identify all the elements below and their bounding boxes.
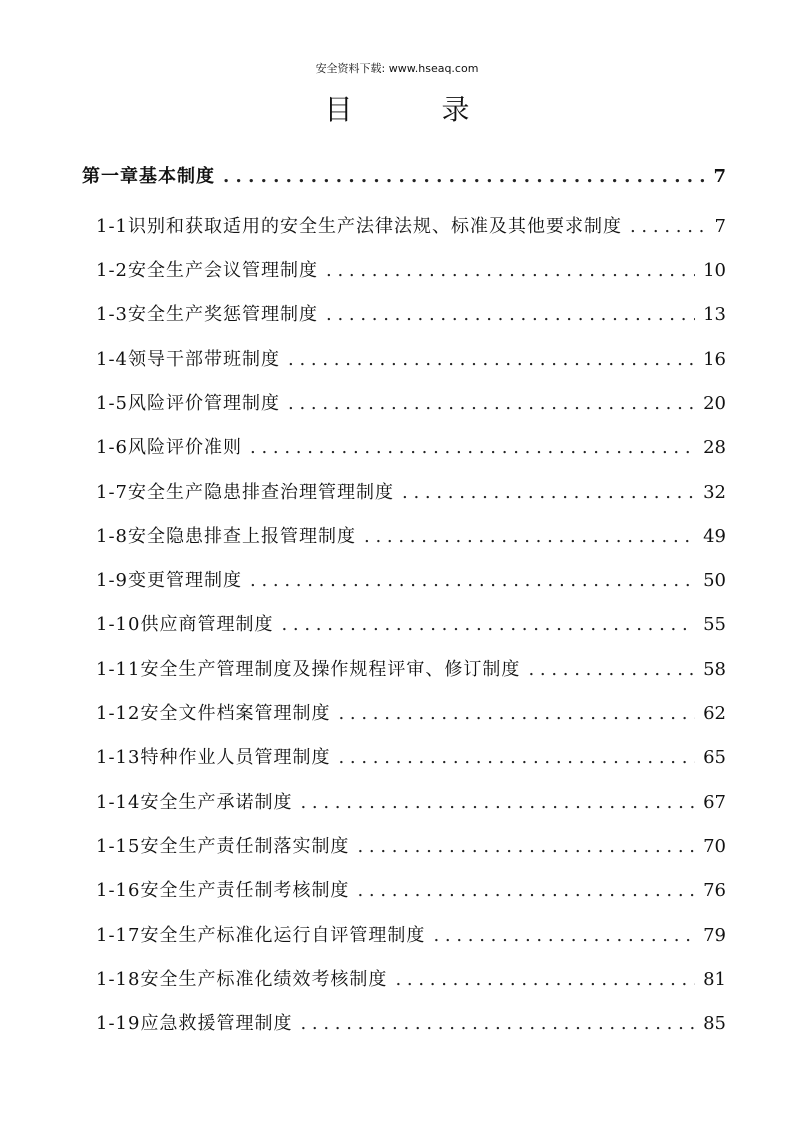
toc-item-label: 1-13特种作业人员管理制度: [96, 747, 331, 768]
page-header: 安全资料下载: www.hseaq.com: [315, 62, 479, 75]
toc-item-row[interactable]: [96, 610, 726, 636]
toc-item-label: 1-4领导干部带班制度: [96, 349, 280, 370]
toc-item-page: 55: [703, 614, 726, 635]
toc-item-label: 1-9变更管理制度: [96, 570, 242, 591]
toc-item-label: 1-17安全生产标准化运行自评管理制度: [96, 925, 426, 946]
toc-leader-dots: [300, 792, 695, 813]
toc-item-row[interactable]: [96, 655, 726, 681]
toc-item-row[interactable]: [96, 921, 726, 947]
toc-item-page: 67: [703, 792, 726, 813]
toc-item-page: 76: [703, 880, 726, 901]
toc-item-row[interactable]: [96, 832, 726, 858]
toc-item-page: 16: [703, 349, 726, 370]
toc-item-page: 81: [703, 969, 726, 990]
toc-item-label: 1-10供应商管理制度: [96, 614, 274, 635]
toc-item-row[interactable]: [96, 965, 726, 991]
toc-item-row[interactable]: [96, 433, 726, 459]
toc-item-page: 32: [703, 482, 726, 503]
toc-item-page: 85: [703, 1013, 726, 1034]
toc-item-row[interactable]: [96, 1009, 726, 1035]
toc-item-row[interactable]: [96, 876, 726, 902]
toc-leader-dots: [326, 260, 695, 281]
page-title: 目 录: [324, 93, 510, 126]
toc-leader-dots: [281, 614, 695, 635]
toc-chapter-label: 第一章基本制度: [82, 166, 215, 187]
toc-item-label: 1-1识别和获取适用的安全生产法律法规、标准及其他要求制度: [96, 216, 622, 237]
toc-leader-dots: [528, 659, 695, 680]
toc-item-page: 20: [703, 393, 726, 414]
toc-item-label: 1-5风险评价管理制度: [96, 393, 280, 414]
toc-leader-dots: [250, 570, 695, 591]
toc-chapter-page: 7: [713, 166, 726, 187]
toc-item-row[interactable]: [96, 256, 726, 282]
toc-item-row[interactable]: [96, 389, 726, 415]
toc-item-page: 50: [703, 570, 726, 591]
toc-item-label: 1-6风险评价准则: [96, 437, 242, 458]
toc-leader-dots: [288, 349, 695, 370]
toc-leader-dots: [402, 482, 695, 503]
toc-leader-dots: [357, 836, 695, 857]
toc-item-label: 1-2安全生产会议管理制度: [96, 260, 318, 281]
toc-item-page: 13: [703, 304, 726, 325]
toc-item-row[interactable]: [96, 522, 726, 548]
toc-item-label: 1-11安全生产管理制度及操作规程评审、修订制度: [96, 659, 521, 680]
toc-item-label: 1-12安全文件档案管理制度: [96, 703, 331, 724]
toc-item-row[interactable]: [96, 699, 726, 725]
toc-item-label: 1-19应急救援管理制度: [96, 1013, 293, 1034]
toc-leader-dots: [300, 1013, 695, 1034]
toc-leader-dots: [338, 747, 695, 768]
toc-item-page: 70: [703, 836, 726, 857]
toc-chapter-row[interactable]: [82, 162, 726, 188]
toc-item-row[interactable]: [96, 478, 726, 504]
toc-item-row[interactable]: [96, 345, 726, 371]
toc-item-label: 1-7安全生产隐患排查治理管理制度: [96, 482, 394, 503]
toc-leader-dots: [630, 216, 707, 237]
toc-item-page: 28: [703, 437, 726, 458]
toc-item-page: 58: [703, 659, 726, 680]
toc-item-row[interactable]: [96, 788, 726, 814]
toc-item-page: 62: [703, 703, 726, 724]
toc-leader-dots: [288, 393, 695, 414]
toc-item-page: 65: [703, 747, 726, 768]
toc-item-label: 1-16安全生产责任制考核制度: [96, 880, 350, 901]
toc-leader-dots: [326, 304, 695, 325]
toc-item-row[interactable]: [96, 743, 726, 769]
toc-leader-dots: [338, 703, 695, 724]
toc-item-row[interactable]: [96, 300, 726, 326]
toc-item-row[interactable]: [96, 566, 726, 592]
toc-leader-dots: [223, 166, 705, 187]
toc-item-label: 1-8安全隐患排查上报管理制度: [96, 526, 356, 547]
toc-item-page: 7: [714, 216, 726, 237]
toc-item-row[interactable]: [96, 212, 726, 238]
toc-leader-dots: [395, 969, 695, 990]
toc-item-page: 49: [703, 526, 726, 547]
toc-leader-dots: [433, 925, 695, 946]
toc-item-label: 1-18安全生产标准化绩效考核制度: [96, 969, 388, 990]
toc-item-label: 1-15安全生产责任制落实制度: [96, 836, 350, 857]
toc-item-page: 10: [703, 260, 726, 281]
toc-item-label: 1-14安全生产承诺制度: [96, 792, 293, 813]
toc-item-page: 79: [703, 925, 726, 946]
toc-leader-dots: [357, 880, 695, 901]
toc-leader-dots: [250, 437, 695, 458]
toc-item-label: 1-3安全生产奖惩管理制度: [96, 304, 318, 325]
toc-leader-dots: [364, 526, 695, 547]
